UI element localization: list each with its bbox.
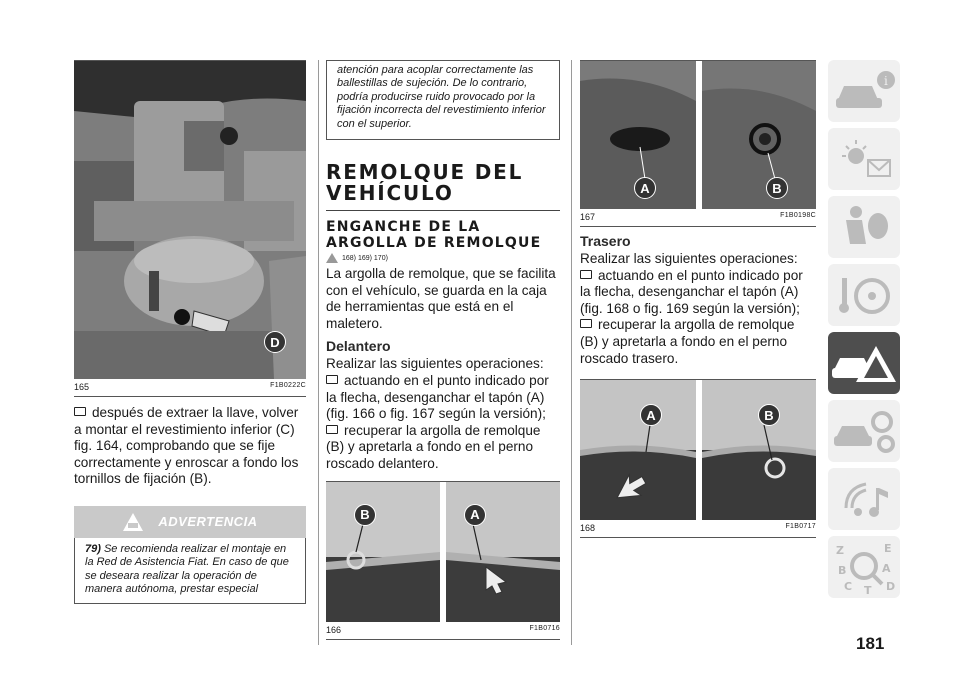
front-step-2: recuperar la argolla de remolque (B) y apretarla a fondo en el perno roscado delantero. bbox=[326, 422, 541, 471]
paragraph: después de extraer la llave, volver a montar el revestimiento inferior (C) fig. 164, comprobando que se fije correctamente y enroscar a fondo los tornillos de fijación (B). bbox=[74, 405, 299, 487]
subsection-title: ENGANCHE DE LA ARGOLLA DE REMOLQUE bbox=[326, 219, 542, 252]
front-heading: Delantero bbox=[326, 338, 391, 355]
svg-text:A: A bbox=[882, 562, 891, 575]
front-ops: Realizar las siguientes operaciones: bbox=[326, 356, 544, 372]
rear-step-2: recuperar la argolla de remolque (B) y apretarla a fondo en el perno roscado trasero. bbox=[580, 317, 795, 366]
callout-d: D bbox=[264, 331, 286, 353]
bullet-icon bbox=[326, 425, 338, 434]
callout-a: A bbox=[640, 404, 662, 426]
svg-text:i: i bbox=[884, 74, 888, 88]
warning-continued: atención para acoplar correctamente las ballestillas de sujeción. De lo contrario, podría producirse ruido provocado por la fijación incorrecta del revestimiento inferior con el superior. bbox=[326, 60, 560, 140]
callout-b: B bbox=[766, 177, 788, 199]
column-1 bbox=[74, 60, 306, 604]
svg-text:D: D bbox=[886, 580, 896, 593]
warning-text: 79) Se recomienda realizar el montaje en la Red de Asistencia Fiat. En caso de que se desearа realizar la operación de manera autónoma, prestar especial bbox=[74, 538, 306, 604]
warning-references: 168) 169) 170) bbox=[326, 253, 560, 263]
rear-heading: Trasero bbox=[580, 233, 631, 249]
airbag-safety-icon[interactable] bbox=[828, 196, 900, 258]
svg-text:E: E bbox=[884, 542, 892, 555]
figure-166-image bbox=[326, 481, 560, 622]
callout-a: A bbox=[464, 504, 486, 526]
alphabetic-index-icon[interactable] bbox=[828, 536, 900, 598]
column-2 bbox=[326, 60, 560, 640]
car-warning-triangle-icon[interactable] bbox=[828, 332, 900, 394]
column-divider bbox=[318, 60, 319, 645]
warning-title: ADVERTENCIA bbox=[158, 514, 258, 530]
figure-168-image bbox=[580, 379, 816, 520]
figure-number: 165 bbox=[74, 382, 90, 392]
figure-166-caption: 166 F1B0716 bbox=[326, 622, 560, 640]
warning-triangle-icon bbox=[326, 253, 338, 263]
bullet-icon bbox=[74, 407, 86, 416]
car-info-icon[interactable] bbox=[828, 60, 900, 122]
section-title: REMOLQUE DEL VEHÍCULO bbox=[326, 162, 560, 211]
page-number: 181 bbox=[856, 634, 885, 653]
svg-text:C: C bbox=[844, 580, 853, 593]
bullet-icon bbox=[580, 319, 592, 328]
figure-167-image bbox=[580, 60, 816, 209]
chapter-tabs bbox=[828, 60, 900, 604]
warning-car-icon bbox=[122, 512, 144, 532]
intro-paragraph: La argolla de remolque, que se facilita con el vehículo, se guarda en la caja de herramientas que está en el maletero. bbox=[326, 266, 556, 331]
column-3 bbox=[580, 60, 816, 538]
svg-text:B: B bbox=[838, 564, 847, 577]
multimedia-music-icon[interactable] bbox=[828, 468, 900, 530]
warning-header bbox=[74, 506, 306, 538]
svg-text:Z: Z bbox=[836, 544, 844, 557]
figure-165-caption bbox=[74, 379, 306, 397]
front-step-1: actuando en el punto indicado por la flecha, desenganchar el tapón (A) (fig. 166 o fig. 167 según la versión); bbox=[326, 373, 549, 422]
car-maintenance-gears-icon[interactable] bbox=[828, 400, 900, 462]
callout-b: B bbox=[354, 504, 376, 526]
figure-code: F1B0222C bbox=[270, 382, 306, 389]
steering-wheel-key-icon[interactable] bbox=[828, 264, 900, 326]
callout-a: A bbox=[634, 177, 656, 199]
column-divider bbox=[571, 60, 572, 645]
callout-b: B bbox=[758, 404, 780, 426]
rear-ops: Realizar las siguientes operaciones: bbox=[580, 251, 798, 266]
rear-step-1: actuando en el punto indicado por la flecha, desenganchar el tapón (A) (fig. 168 o fig. 169 según la versión); bbox=[580, 267, 803, 316]
figure-167-caption: 167 F1B0198C bbox=[580, 209, 816, 227]
bullet-icon bbox=[326, 375, 338, 384]
bullet-icon bbox=[580, 270, 592, 279]
svg-text:T: T bbox=[864, 584, 872, 597]
dashboard-lights-icon[interactable] bbox=[828, 128, 900, 190]
figure-168-caption: 168 F1B0717 bbox=[580, 520, 816, 538]
figure-165-image bbox=[74, 60, 306, 379]
